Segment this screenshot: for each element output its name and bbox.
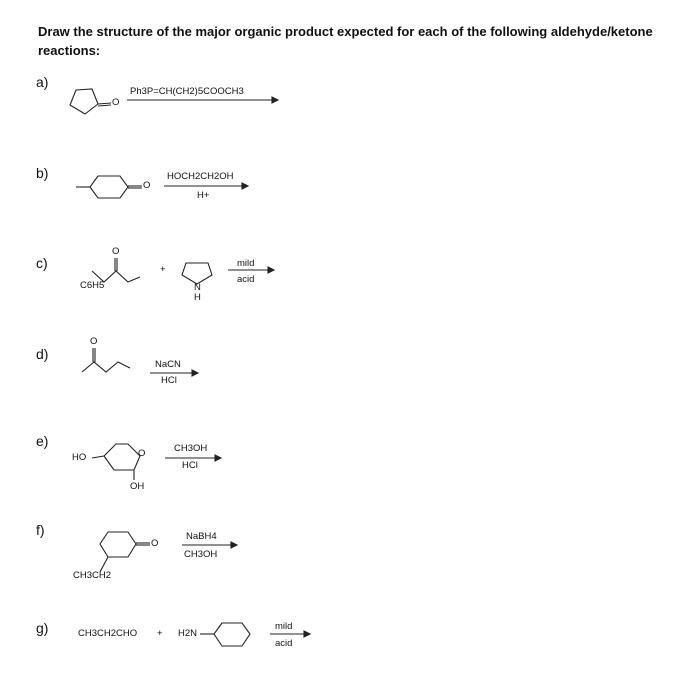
ethyl-substituent: CH3CH2 <box>73 570 112 581</box>
ketone-oxygen: O <box>90 336 98 347</box>
pyrrolidine-structure <box>182 263 212 284</box>
problem-d-reagent-bottom: HCl <box>161 375 177 386</box>
problem-e-reagent-top: CH3OH <box>174 443 208 454</box>
cyclopentanone-structure <box>70 89 111 114</box>
ketone-oxygen: O <box>112 97 120 108</box>
problem-e-label: e) <box>36 433 49 449</box>
problem-d-label: d) <box>36 346 49 362</box>
hemiacetal-structure <box>92 444 140 480</box>
ethylcyclohexanone-structure <box>100 532 150 572</box>
ketone-oxygen: O <box>151 538 159 549</box>
problem-a-label: a) <box>36 74 49 90</box>
problem-g-reagent-top: mild <box>275 621 293 632</box>
plus-sign: + <box>160 264 166 275</box>
problem-f-reagent-bottom: CH3OH <box>184 549 218 560</box>
ketone-oxygen: O <box>143 180 151 191</box>
amine-nitrogen: N <box>194 282 201 293</box>
problem-c-label: c) <box>36 255 48 271</box>
cyclohexanone-structure <box>76 176 142 198</box>
problem-e-reagent-bottom: HCl <box>182 460 198 471</box>
amine-group: H2N <box>178 628 198 639</box>
butanone-structure <box>82 348 130 372</box>
phenyl-ketone-structure <box>92 258 140 282</box>
instructions: Draw the structure of the major organic product expected for each of the following aldehyde/ketone reactions: <box>38 24 653 58</box>
problem-f-reagent-top: NaBH4 <box>186 531 217 542</box>
ring-oxygen: O <box>138 448 146 459</box>
problem-d-reagent-top: NaCN <box>155 359 181 370</box>
problem-b-label: b) <box>36 165 49 181</box>
problem-b-reagent-bottom: H+ <box>197 190 210 201</box>
hydroxyl-bottom: OH <box>130 481 145 492</box>
aldehyde-reactant: CH3CH2CHO <box>78 628 138 639</box>
amine-hydrogen: H <box>194 292 201 303</box>
cyclohexylamine-structure <box>200 623 250 646</box>
problem-c-reagent-bottom: acid <box>237 274 255 285</box>
problem-c-reagent-top: mild <box>237 258 255 269</box>
problem-a-reagent: Ph3P=CH(CH2)5COOCH3 <box>130 86 244 97</box>
problem-g-reagent-bottom: acid <box>275 638 293 649</box>
hydroxyl-left: HO <box>72 452 87 463</box>
problem-b-reagent-top: HOCH2CH2OH <box>167 171 234 182</box>
phenyl-substituent: C6H5 <box>80 280 105 291</box>
problem-g-label: g) <box>36 620 49 636</box>
problem-f-label: f) <box>36 522 45 538</box>
ketone-oxygen: O <box>112 246 120 257</box>
plus-sign: + <box>157 628 163 639</box>
